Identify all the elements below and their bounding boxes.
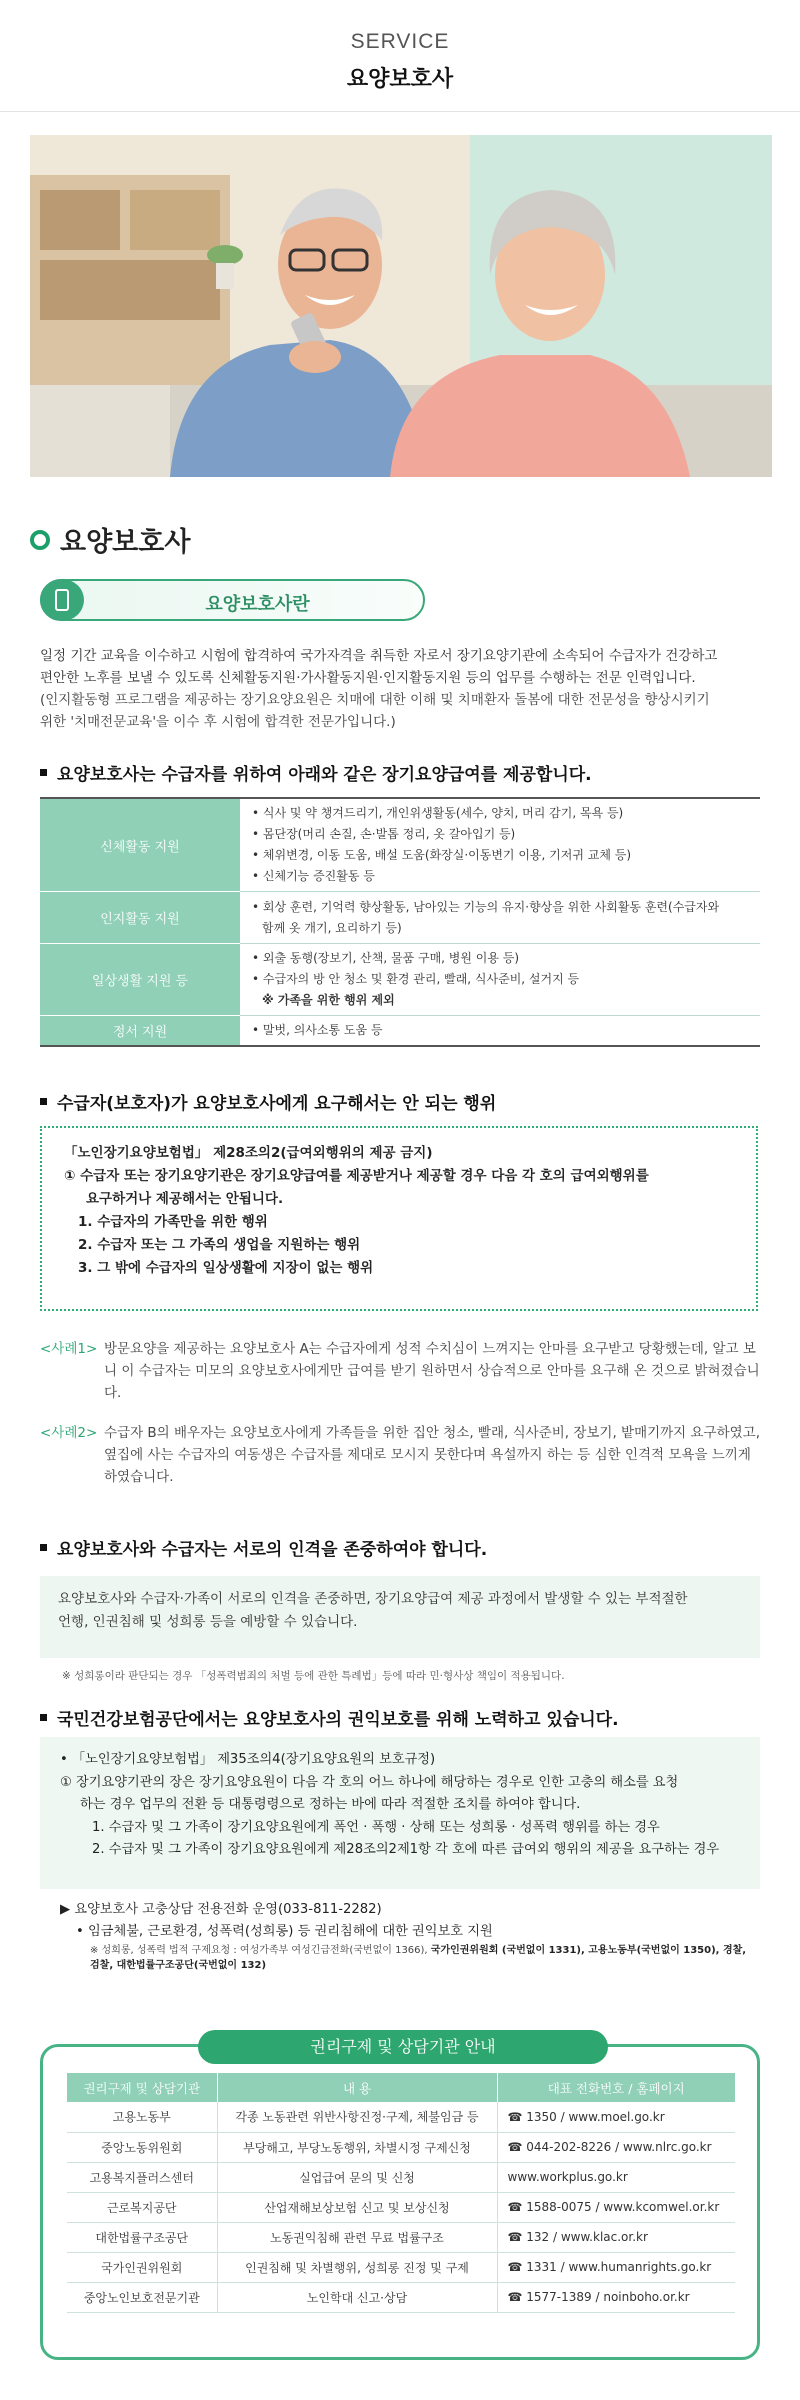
law-clause: ① 장기요양기관의 장은 장기요양요원이 다음 각 호의 어느 하나에 해당하는 경우로 인한 고충의 해소를 요청 — [60, 1774, 679, 1790]
table-row — [40, 798, 760, 892]
list-item: 1. 수급자의 가족만을 위한 행위 — [78, 1214, 268, 1230]
service-label: SERVICE — [350, 30, 450, 53]
law-clause: ① 수급자 또는 장기요양기관은 장기요양급여를 제공받거나 제공할 경우 다음 각 호의 급여외행위를 — [64, 1168, 649, 1184]
law-title: • 「노인장기요양보험법」 제35조의4(장기요양요원의 보호규정) — [60, 1752, 436, 1767]
description-cell: • 외출 동행(장보기, 산책, 물품 구매, 병원 이용 등) • 수급자의 방 안 청소 및 환경 관리, 빨래, 식사준비, 설거지 등 ※ 가족을 위한 행위 제외 — [240, 944, 760, 1016]
case-tag: <사례1> — [40, 1341, 98, 1357]
description-cell: • 식사 및 약 챙겨드리기, 개인위생활동(세수, 양치, 머리 감기, 목욕 등) • 몸단장(머리 손질, 손·발톱 정리, 옷 갈아입기 등) • 체위변경, 이동 도움, 배설 도움(화장실·이동변기 이용, 기저귀 교체 등) • 신체기능 증진활동 등 — [240, 798, 760, 892]
protection-law-box — [40, 1737, 760, 1889]
law-clause: 요구하거나 제공해서는 안됩니다. — [86, 1191, 284, 1207]
respect-note: ※ 성희롱이라 판단되는 경우 「성폭력범죄의 처벌 등에 관한 특례법」등에 따라 민·형사상 책임이 적용됩니다. — [62, 1670, 565, 1682]
table-row: 고용노동부 각종 노동관련 위반사항진정·구제, 체불임금 등 ☎ 1350 / www.moel.go.kr — [67, 2102, 735, 2132]
table-row — [40, 892, 760, 944]
table-header-row — [67, 2073, 735, 2102]
column-header: 대표 전화번호 / 홈페이지 — [497, 2073, 735, 2102]
case-example-1 — [40, 1338, 762, 1404]
respect-heading: 요양보호사와 수급자는 서로의 인격을 존중하여야 합니다. — [40, 1535, 487, 1560]
column-header: 권리구제 및 상담기관 — [67, 2073, 217, 2102]
hotline-sub: • 임금체불, 근로환경, 성폭력(성희롱) 등 권리침해에 대한 권익보호 지원 — [76, 1924, 493, 1939]
protection-heading: 국민건강보험공단에서는 요양보호사의 권익보호를 위해 노력하고 있습니다. — [40, 1705, 619, 1730]
category-cell: 일상생활 지원 등 — [40, 944, 240, 1016]
description-cell: • 회상 훈련, 기억력 향상활동, 남아있는 기능의 유지·향상을 위한 사회활동 훈련(수급자와 함께 옷 개기, 요리하기 등) — [240, 892, 760, 944]
hero-photo-elderly-couple — [30, 135, 772, 477]
table-row: 국가인권위원회 인권침해 및 차별행위, 성희롱 진정 및 구제 ☎ 1331 / www.humanrights.go.kr — [67, 2252, 735, 2282]
category-cell: 인지활동 지원 — [40, 892, 240, 944]
section-title — [30, 520, 190, 559]
case-tag: <사례2> — [40, 1425, 98, 1441]
case-text: 방문요양을 제공하는 요양보호사 A는 수급자에게 성적 수치심이 느껴지는 안마를 요구받고 당황했는데, 알고 보니 이 수급자는 미모의 요양보호사에게만 급여를 받기 원하면서 상습적으로 안마를 요구해 온 것으로 밝혀졌습니다. — [104, 1341, 760, 1401]
square-bullet-icon — [40, 769, 47, 776]
table-row: 대한법률구조공단 노동권익침해 관련 무료 법률구조 ☎ 132 / www.klac.or.kr — [67, 2222, 735, 2252]
intro-line: 일정 기간 교육을 이수하고 시험에 합격하여 국가자격을 취득한 자로서 장기요양기관에 소속되어 수급자가 건강하고 — [40, 648, 718, 664]
table-row: 중앙노인보호전문기관 노인학대 신고·상담 ☎ 1577-1389 / noinboho.or.kr — [67, 2282, 735, 2312]
definition-label-pill — [40, 579, 425, 621]
page-header — [0, 0, 800, 112]
category-cell: 신체활동 지원 — [40, 798, 240, 892]
intro-paragraph — [40, 645, 762, 733]
circle-bullet-icon — [30, 530, 50, 550]
list-item: 1. 수급자 및 그 가족이 장기요양요원에게 폭언 · 폭행 · 상해 또는 성희롱 · 성폭력 행위를 하는 경우 — [92, 1819, 660, 1835]
description-cell: • 말벗, 의사소통 도움 등 — [240, 1016, 760, 1047]
case-example-2 — [40, 1422, 762, 1488]
category-cell: 정서 지원 — [40, 1016, 240, 1047]
services-table — [40, 797, 760, 1047]
case-text: 수급자 B의 배우자는 요양보호사에게 가족들을 위한 집안 청소, 빨래, 식사준비, 장보기, 밭매기까지 요구하였고, 옆집에 사는 수급자의 여동생은 수급자를 제대로 모시지 못한다며 욕설까지 하는 등 심한 인격적 모욕을 느끼게 하였습니다. — [104, 1425, 761, 1485]
agencies-caption: 권리구제 및 상담기관 안내 — [198, 2030, 608, 2064]
agencies-table — [67, 2073, 735, 2313]
services-heading: 요양보호사는 수급자를 위하여 아래와 같은 장기요양급여를 제공합니다. — [40, 760, 592, 785]
law-title: 「노인장기요양보험법」 제28조의2(급여외행위의 제공 금지) — [64, 1145, 433, 1161]
pill-label: 요양보호사란 — [205, 594, 310, 615]
table-row: 중앙노동위원회 부당해고, 부당노동행위, 차별시정 구제신청 ☎ 044-202-8226 / www.nlrc.go.kr — [67, 2132, 735, 2162]
intro-line: 편안한 노후를 보낼 수 있도록 신체활동지원·가사활동지원·인지활동지원 등의 업무를 수행하는 전문 인력입니다. — [40, 670, 696, 686]
square-bullet-icon — [40, 1714, 47, 1721]
list-item: 2. 수급자 또는 그 가족의 생업을 지원하는 행위 — [78, 1237, 361, 1253]
table-row: 근로복지공단 산업재해보상보험 신고 및 보상신청 ☎ 1588-0075 / www.kcomwel.or.kr — [67, 2192, 735, 2222]
table-row — [40, 944, 760, 1016]
intro-note-line: (인지활동형 프로그램을 제공하는 장기요양요원은 치매에 대한 이해 및 치매환자 돌봄에 대한 전문성을 향상시키기 — [40, 692, 710, 708]
square-bullet-icon — [40, 1544, 47, 1551]
agencies-box — [40, 2037, 760, 2360]
legal-help-note: ※ 성희롱, 성폭력 법적 구제요청 : 여성가족부 여성긴급전화(국번없이 1366), 국가인권위원회 (국번없이 1331), 고용노동부(국번없이 1350), 경찰, — [90, 1945, 747, 1956]
hotline-info: ▶ 요양보호사 고충상담 전용전화 운영(033-811-2282) • 임금체불, 근로환경, 성폭력(성희롱) 등 권리침해에 대한 권익보호 지원 ※ 성희롱, 성폭력 법적 구제요청 : 여성가족부 여성긴급전화(국번없이 1366), 국가인권위원회 (국번없이 1331), 고용노동부(국번없이 1350), 경찰, 검찰, 대한법률구조공단(국번없이 132) — [60, 1899, 760, 1973]
hotline-line: ▶ 요양보호사 고충상담 전용전화 운영(033-811-2282) — [60, 1902, 382, 1917]
mobile-phone-icon — [40, 579, 84, 621]
list-item: 3. 그 밖에 수급자의 일상생활에 지장이 없는 행위 — [78, 1260, 374, 1276]
square-bullet-icon — [40, 1098, 47, 1105]
prohibited-heading: 수급자(보호자)가 요양보호사에게 요구해서는 안 되는 행위 — [40, 1089, 496, 1114]
column-header: 내 용 — [217, 2073, 497, 2102]
section-title-text: 요양보호사 — [60, 527, 191, 558]
page-title: 요양보호사 — [346, 67, 454, 92]
intro-note-line: 위한 '치매전문교육'을 이수 후 시험에 합격한 전문가입니다.) — [40, 714, 396, 730]
prohibited-law-box — [40, 1126, 758, 1311]
law-clause: 하는 경우 업무의 전환 등 대통령령으로 정하는 바에 따라 적절한 조치를 하여야 합니다. — [80, 1797, 581, 1812]
respect-box: 요양보호사와 수급자·가족이 서로의 인격을 존중하면, 장기요양급여 제공 과정에서 발생할 수 있는 부적절한 언행, 인권침해 및 성희롱 등을 예방할 수 있습니다. — [40, 1576, 760, 1658]
list-item: 2. 수급자 및 그 가족이 장기요양요원에게 제28조의2제1항 각 호에 따른 급여외 행위의 제공을 요구하는 경우 — [92, 1842, 720, 1857]
table-row — [40, 1016, 760, 1047]
table-row: 고용복지플러스센터 실업급여 문의 및 신청 www.workplus.go.kr — [67, 2162, 735, 2192]
